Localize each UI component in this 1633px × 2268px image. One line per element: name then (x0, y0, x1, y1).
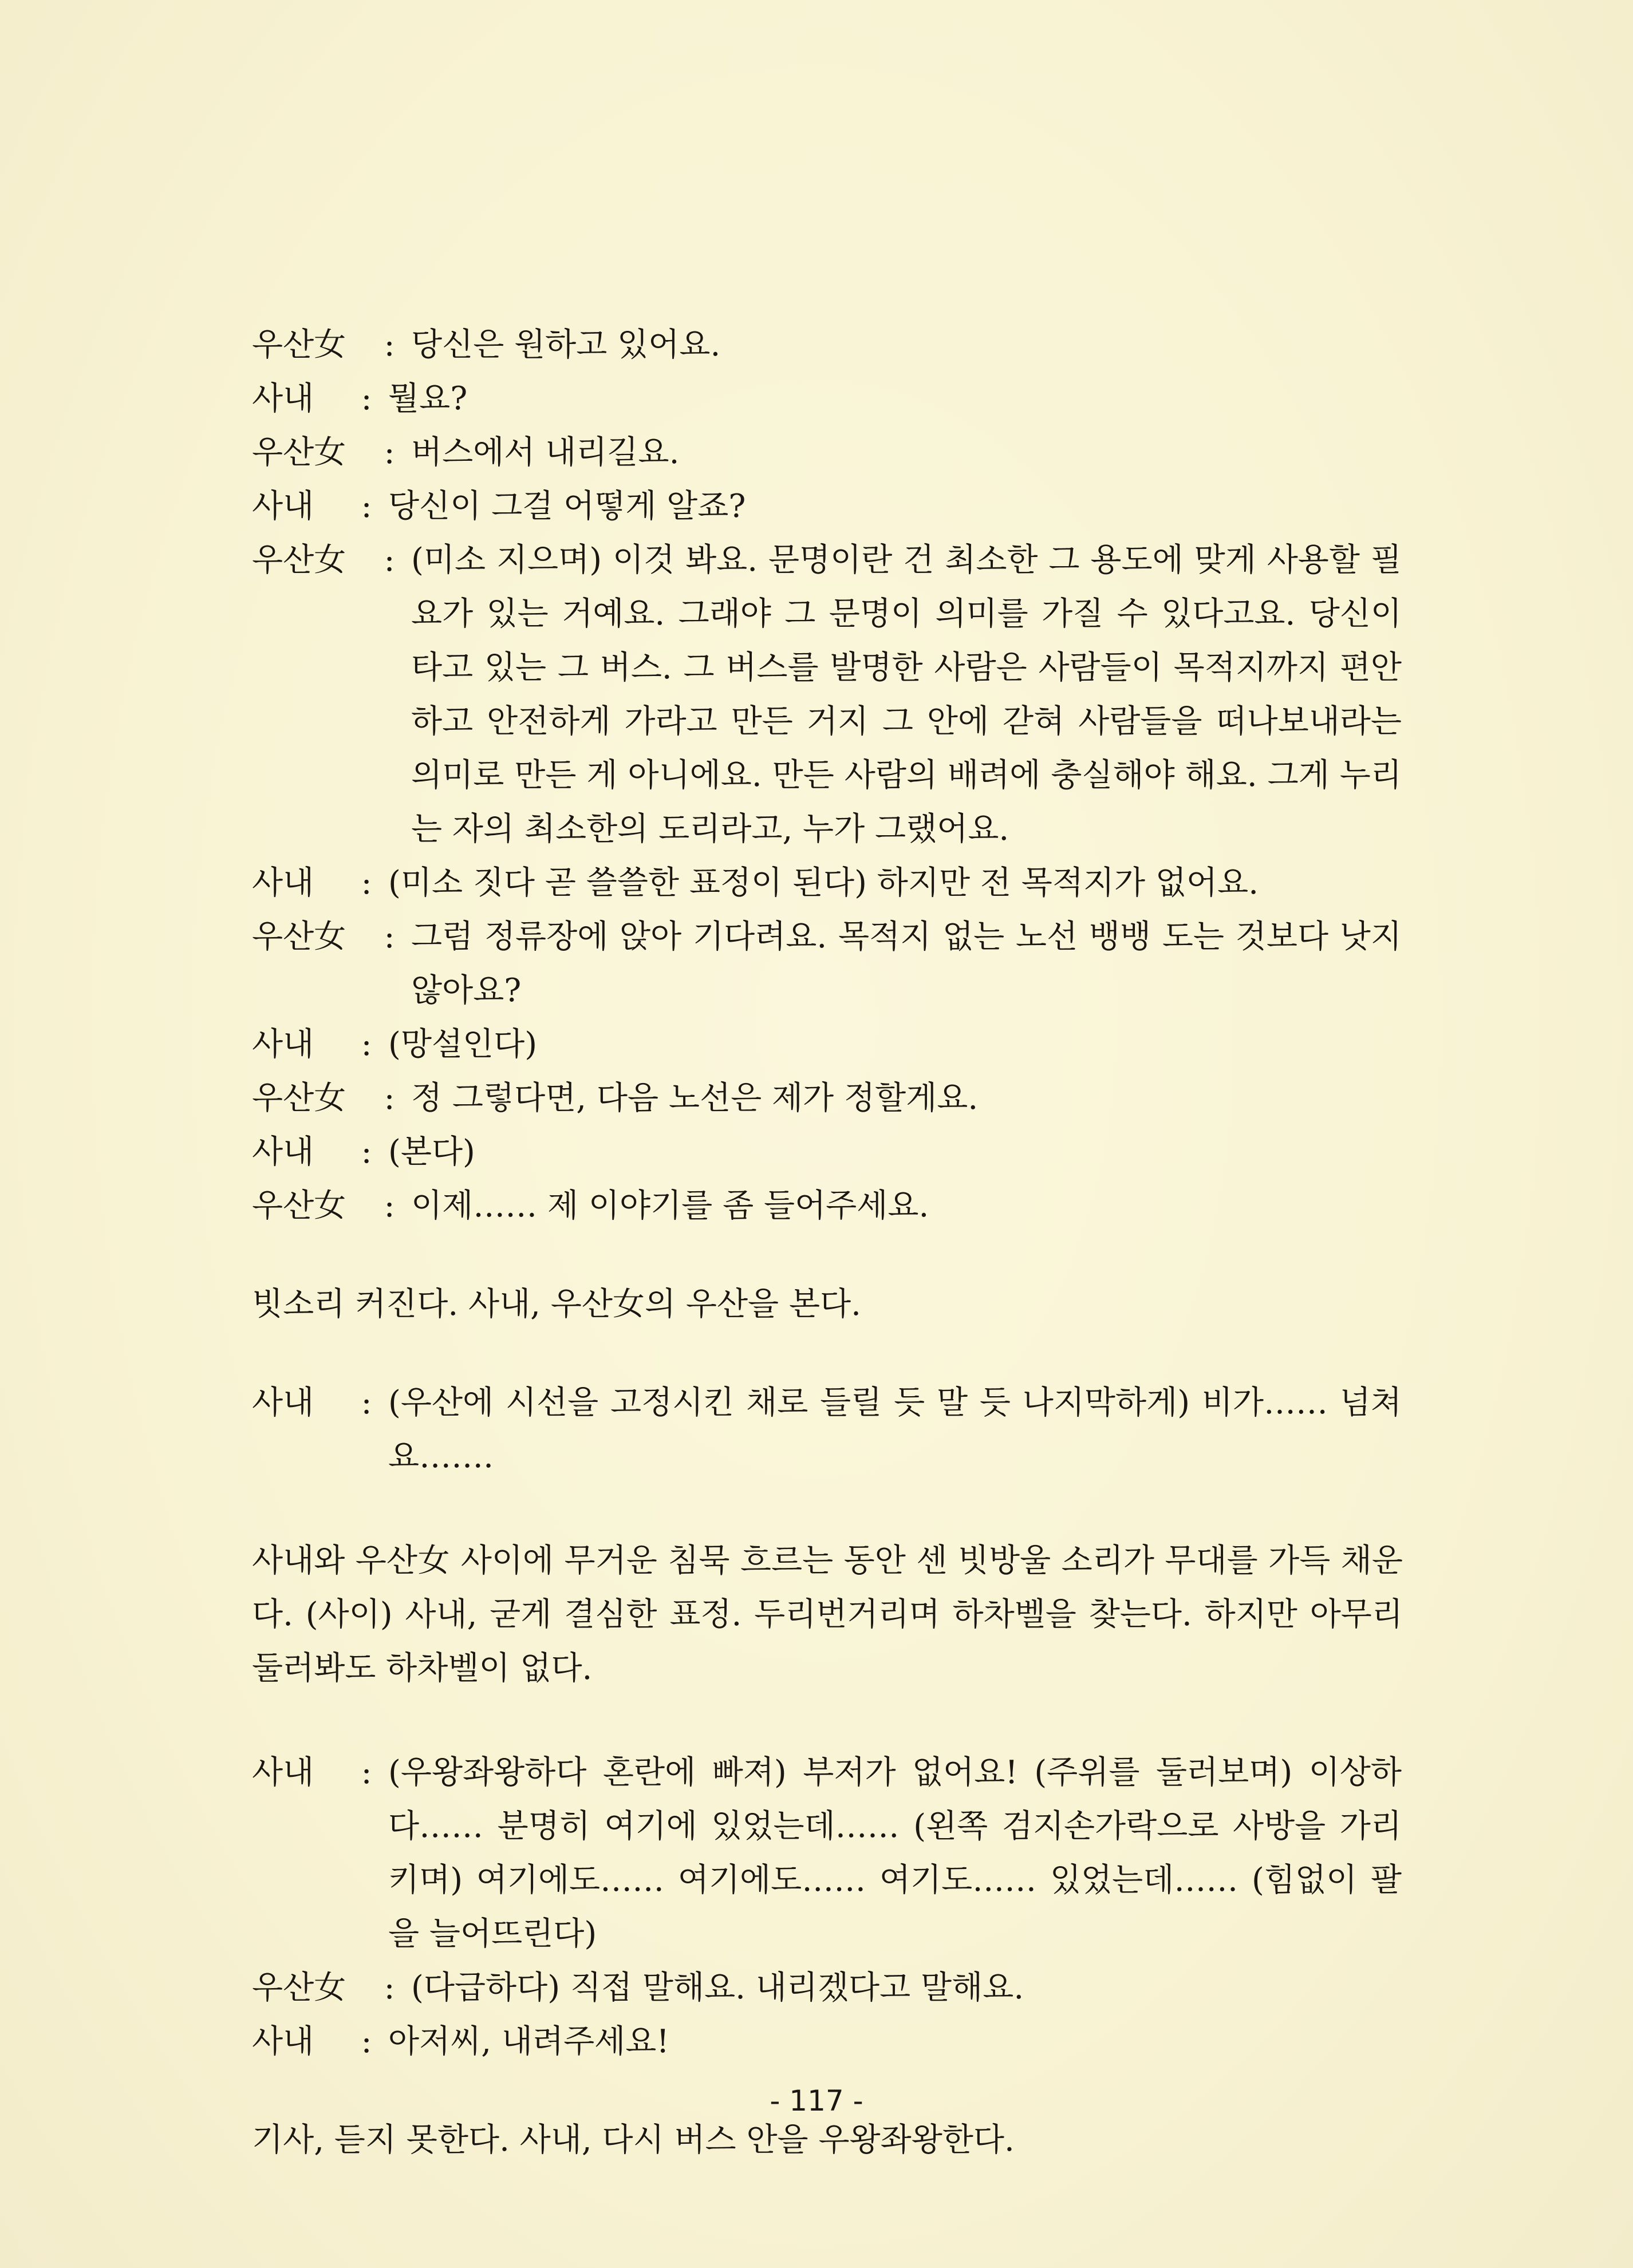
dialogue-text: 당신이 그걸 어떻게 알죠? (388, 488, 746, 525)
script-page (252, 318, 1403, 2207)
page-number: - 117 - (770, 2084, 863, 2117)
speaker-colon: : (361, 1133, 372, 1171)
speaker-colon: : (384, 434, 395, 471)
speaker-name: 우산女 (252, 918, 346, 955)
speaker-name: 사내 (252, 488, 314, 525)
dialogue-text: 뭘요? (388, 380, 468, 417)
speaker-colon: : (361, 2023, 372, 2060)
speaker-colon: : (361, 1384, 372, 1421)
dialogue-line (252, 1018, 1403, 1072)
stage-direction: 빗소리 커진다. 사내, 우산女의 우산을 본다. (252, 1286, 861, 1323)
dialogue-line (252, 318, 1403, 372)
speaker-colon: : (361, 380, 372, 417)
speaker-name: 사내 (252, 2023, 314, 2060)
speaker-name: 우산女 (252, 1080, 346, 1117)
dialogue-text: (우왕좌왕하다 혼란에 빠져) 부저가 없어요! (주위를 둘러보며) 이상하다…… 분명히 여기에 있었는데…… (왼쪽 검지손가락으로 사방을 가리키며) 여기에도…… 여기에도…… 여기도…… 있었는데…… (힘없이 팔을 늘어뜨린다) (388, 1754, 1402, 1953)
dialogue-line (252, 1746, 1403, 1961)
dialogue-text: 정 그렇다면, 다음 노선은 제가 정할게요. (411, 1080, 979, 1117)
dialogue-text: 버스에서 내리길요. (411, 434, 680, 471)
speaker-name: 우산女 (252, 434, 346, 471)
dialogue-line (252, 2015, 1403, 2069)
speaker-name: 사내 (252, 380, 314, 417)
speaker-colon: : (384, 1969, 395, 2006)
dialogue-line (252, 1125, 1403, 1179)
speaker-colon: : (361, 1754, 372, 1791)
dialogue-text: (본다) (388, 1133, 475, 1171)
speaker-name: 사내 (252, 1384, 314, 1421)
speaker-colon: : (384, 1080, 395, 1117)
spacer (252, 1696, 1403, 1746)
spacer (252, 1331, 1403, 1376)
dialogue-line (252, 480, 1403, 534)
speaker-name: 우산女 (252, 1969, 346, 2006)
dialogue-text: (미소 지으며) 이것 봐요. 문명이란 건 최소한 그 용도에 맞게 사용할 필요가 있는 거예요. 그래야 그 문명이 의미를 가질 수 있다고요. 당신이 타고 있는 그 버스. 그 버스를 발명한 사람은 사람들이 목적지까지 편안하고 안전하게 가라고 만든 거지 그 안에 갇혀 사람들을 떠나보내라는 의미로 만든 게 아니에요. 만든 사람의 배려에 충실해야 해요. 그게 누리는 자의 최소한의 도리라고, 누가 그랬어요. (411, 542, 1402, 848)
dialogue-text: (다급하다) 직접 말해요. 내리겠다고 말해요. (411, 1969, 1024, 2006)
dialogue-text: 이제…… 제 이야기를 좀 들어주세요. (411, 1187, 929, 1224)
speaker-name: 우산女 (252, 542, 346, 579)
speaker-name: 사내 (252, 1026, 314, 1063)
dialogue-text: (망설인다) (388, 1026, 538, 1063)
dialogue-line (252, 1961, 1403, 2015)
dialogue-text: (미소 짓다 곧 쓸쓸한 표정이 된다) 하지만 전 목적지가 없어요. (388, 864, 1259, 902)
dialogue-text: 그럼 정류장에 앉아 기다려요. 목적지 없는 노선 뱅뱅 도는 것보다 낫지 않아요? (411, 918, 1402, 1009)
dialogue-text: 당신은 원하고 있어요. (411, 326, 721, 363)
dialogue-line (252, 426, 1403, 480)
speaker-colon: : (384, 918, 395, 955)
dialogue-line (252, 856, 1403, 910)
speaker-colon: : (384, 542, 395, 579)
dialogue-line (252, 372, 1403, 426)
speaker-name: 사내 (252, 1133, 314, 1171)
dialogue-text: 아저씨, 내려주세요! (388, 2023, 669, 2060)
speaker-name: 사내 (252, 1754, 314, 1791)
speaker-colon: : (384, 326, 395, 363)
speaker-colon: : (361, 488, 372, 525)
dialogue-line (252, 1179, 1403, 1233)
dialogue-line (252, 1072, 1403, 1125)
speaker-name: 사내 (252, 864, 314, 902)
dialogue-text: (우산에 시선을 고정시킨 채로 들릴 듯 말 듯 나지막하게) 비가…… 넘쳐요……. (388, 1384, 1402, 1475)
speaker-colon: : (361, 1026, 372, 1063)
spacer (252, 1233, 1403, 1278)
spacer (252, 1484, 1403, 1534)
stage-direction: 사내와 우산女 사이에 무거운 침묵 흐르는 동안 센 빗방울 소리가 무대를 가득 채운다. (사이) 사내, 굳게 결심한 표정. 두리번거리며 하차벨을 찾는다. 하지만 아무리 둘러봐도 하차벨이 없다. (252, 1542, 1403, 1687)
speaker-name: 우산女 (252, 1187, 346, 1224)
stage-direction: 기사, 듣지 못한다. 사내, 다시 버스 안을 우왕좌왕한다. (252, 2121, 1015, 2159)
speaker-colon: : (361, 864, 372, 902)
dialogue-line (252, 534, 1403, 856)
dialogue-line (252, 1376, 1403, 1484)
speaker-colon: : (384, 1187, 395, 1224)
speaker-name: 우산女 (252, 326, 346, 363)
dialogue-line (252, 910, 1403, 1018)
